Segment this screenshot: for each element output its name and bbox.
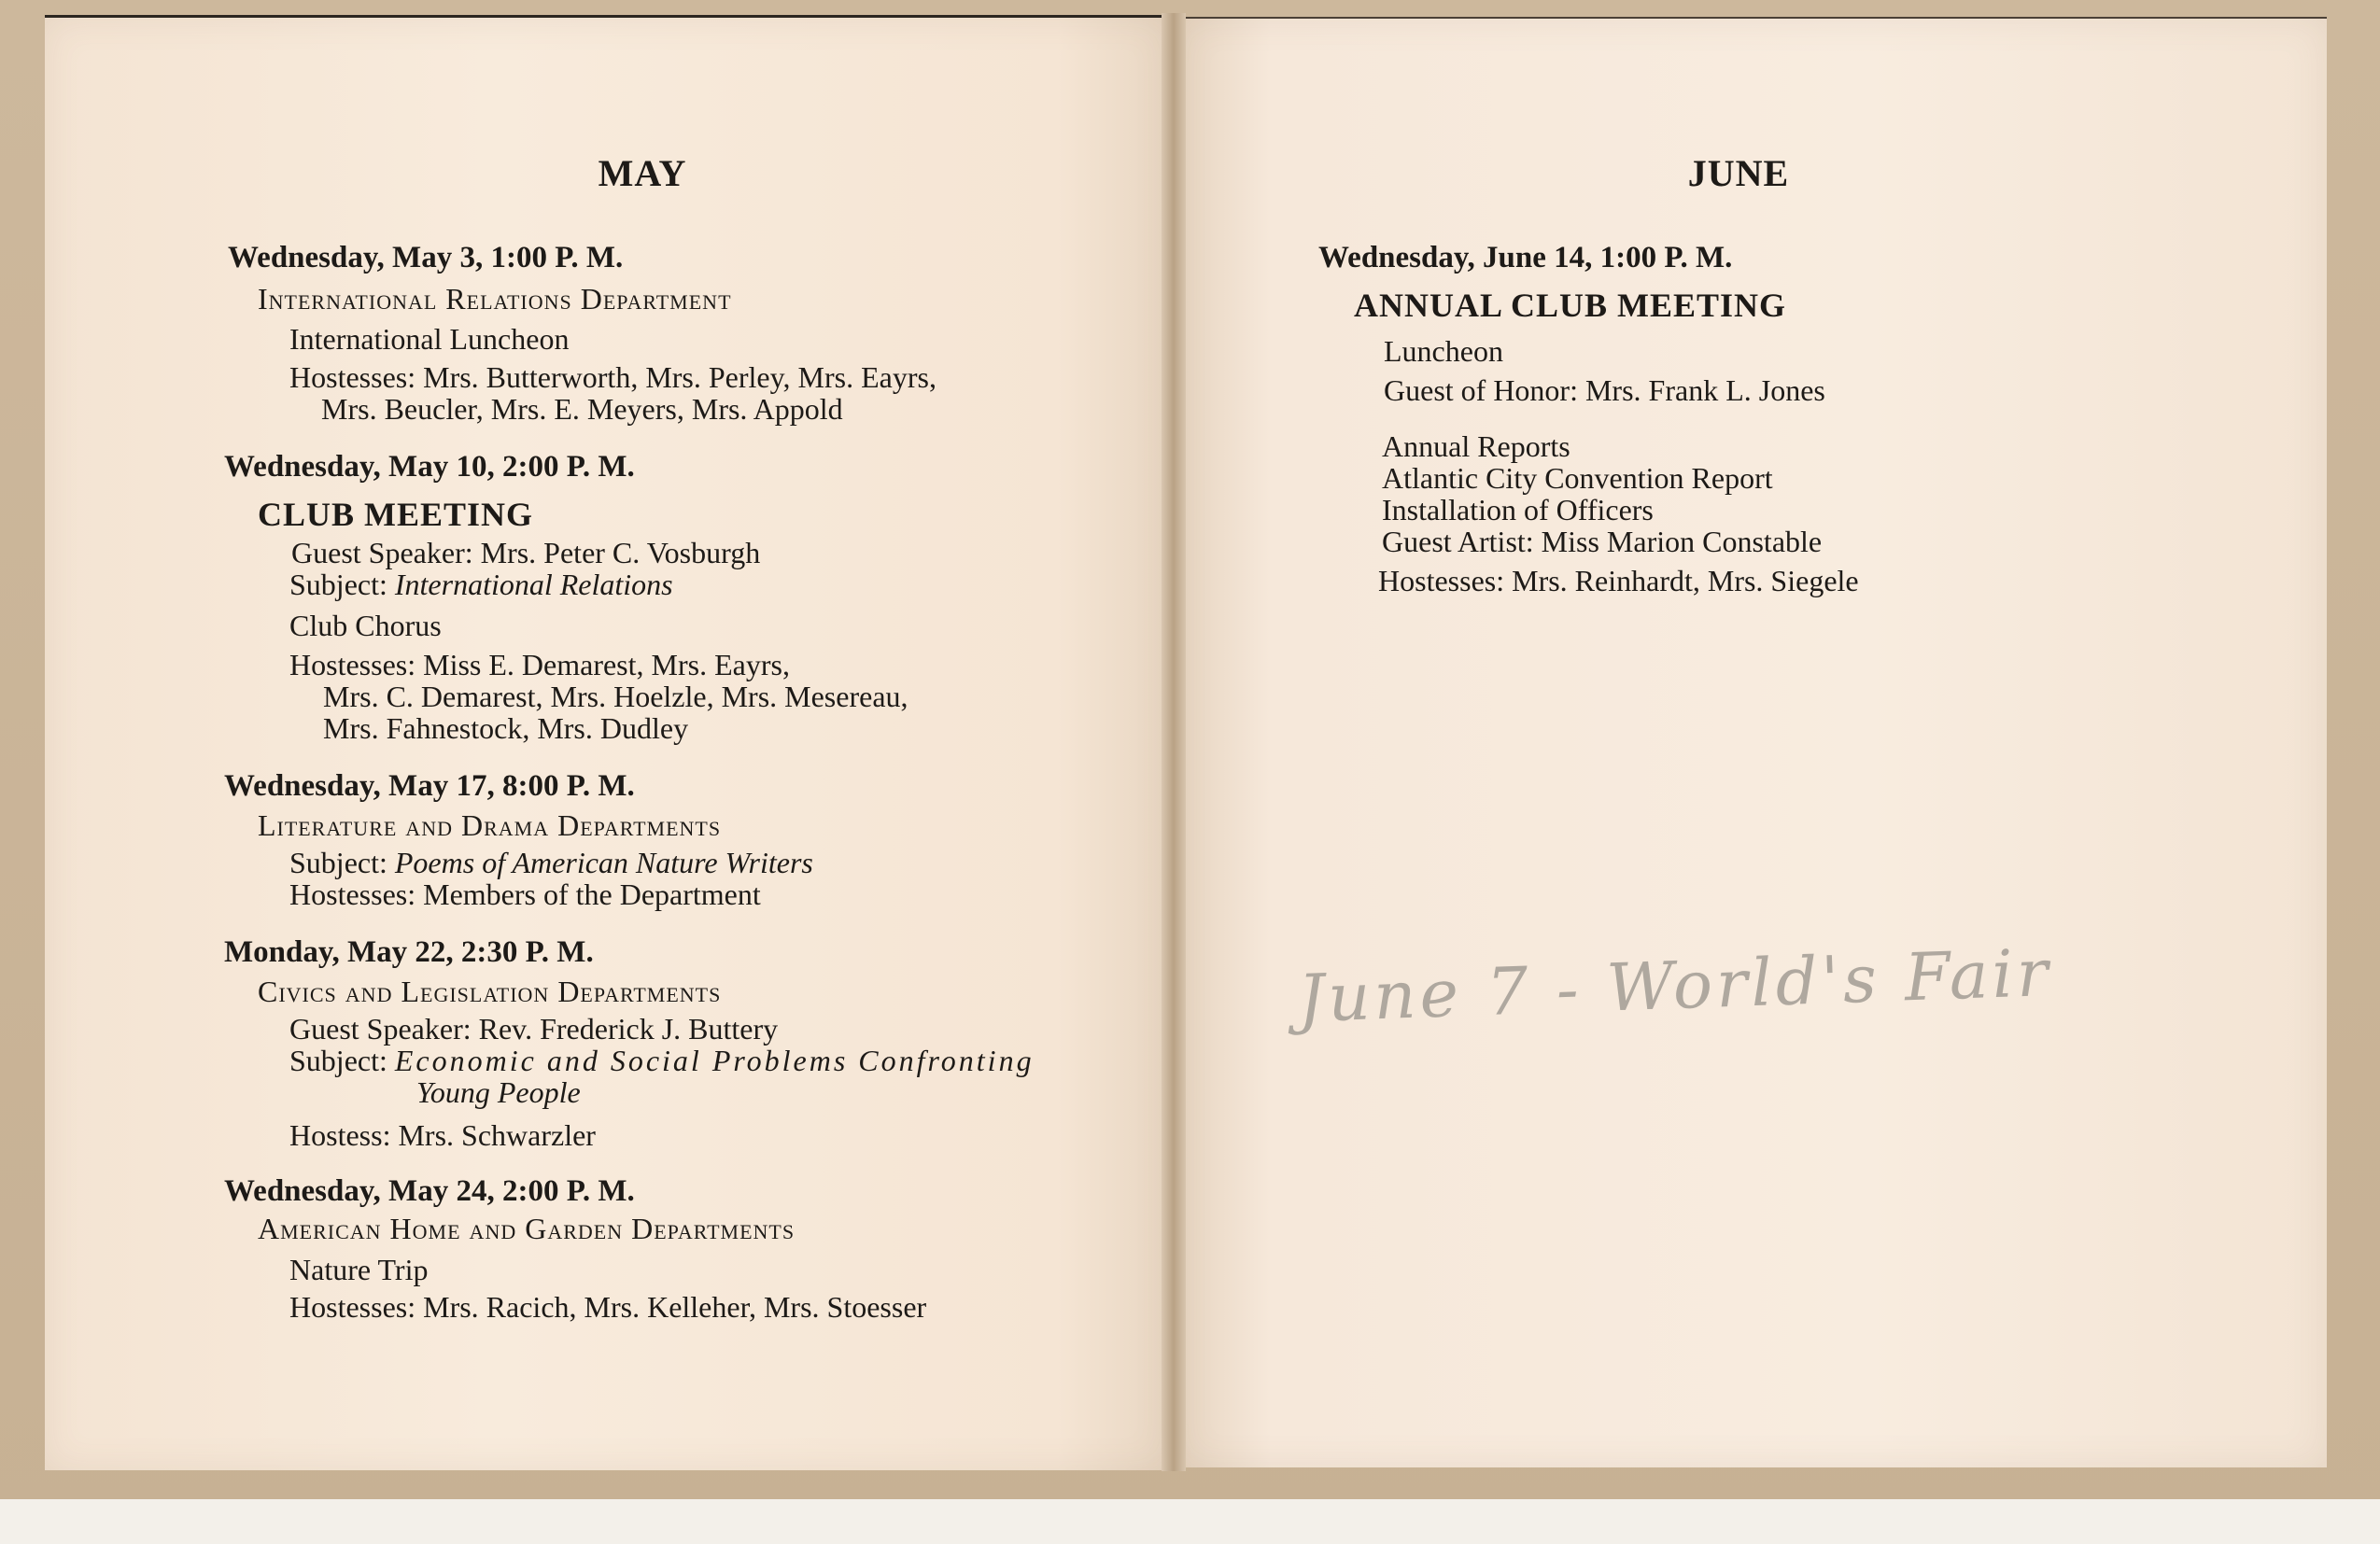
event-hostesses: Hostesses: Mrs. Butterworth, Mrs. Perley, Mrs. Eayrs, <box>289 360 937 394</box>
event-department: American Home and Garden Departments <box>258 1212 796 1245</box>
event-date: Wednesday, May 10, 2:00 P. M. <box>224 450 635 484</box>
event-subject <box>289 846 813 880</box>
event-hostesses: Hostesses: Miss E. Demarest, Mrs. Eayrs, <box>289 648 790 681</box>
may-heading: MAY <box>598 152 687 194</box>
event-department: International Relations Department <box>258 282 732 316</box>
event-hostesses-cont: Mrs. C. Demarest, Mrs. Hoelzle, Mrs. Mesereau, <box>323 680 908 713</box>
event-department: Literature and Drama Departments <box>258 808 722 842</box>
event-subject <box>289 568 673 602</box>
event-hostesses-cont: Mrs. Fahnestock, Mrs. Dudley <box>323 711 689 745</box>
subject-text: Economic and Social Problems Confronting <box>394 1044 1035 1077</box>
book-gutter <box>1162 13 1186 1471</box>
handwritten-pencil-note: June 7 - World's Fair <box>1296 933 2053 1038</box>
event-hostess: Hostess: Mrs. Schwarzler <box>289 1118 596 1152</box>
subject-label: Subject: <box>289 1044 387 1077</box>
subject-text: International Relations <box>394 568 673 601</box>
event-meeting-title: ANNUAL CLUB MEETING <box>1354 287 1787 324</box>
event-date: Monday, May 22, 2:30 P. M. <box>224 935 594 969</box>
subject-label: Subject: <box>289 846 387 879</box>
event-hostesses-cont: Mrs. Beucler, Mrs. E. Meyers, Mrs. Appold <box>321 392 843 426</box>
event-detail: Luncheon <box>1384 334 1503 368</box>
event-detail: Club Chorus <box>289 609 442 642</box>
event-guest-of-honor: Guest of Honor: Mrs. Frank L. Jones <box>1384 373 1825 407</box>
event-date: Wednesday, May 24, 2:00 P. M. <box>224 1174 635 1208</box>
event-detail: Nature Trip <box>289 1253 429 1286</box>
event-hostesses: Hostesses: Mrs. Racich, Mrs. Kelleher, Mrs. Stoesser <box>289 1290 927 1324</box>
event-hostesses: Hostesses: Mrs. Reinhardt, Mrs. Siegele <box>1378 564 1859 597</box>
event-speaker: Guest Speaker: Mrs. Peter C. Vosburgh <box>291 536 761 569</box>
event-hostesses: Hostesses: Members of the Department <box>289 877 761 911</box>
event-guest-artist: Guest Artist: Miss Marion Constable <box>1382 525 1823 558</box>
event-date: Wednesday, June 14, 1:00 P. M. <box>1318 241 1733 274</box>
event-department: Civics and Legislation Departments <box>258 975 722 1008</box>
event-detail: International Luncheon <box>289 322 570 356</box>
event-speaker: Guest Speaker: Rev. Frederick J. Buttery <box>289 1012 779 1046</box>
event-meeting-title: CLUB MEETING <box>258 496 534 533</box>
background-strip <box>0 1499 2380 1544</box>
event-date: Wednesday, May 3, 1:00 P. M. <box>228 241 624 274</box>
subject-label: Subject: <box>289 568 387 601</box>
event-date: Wednesday, May 17, 8:00 P. M. <box>224 769 635 803</box>
event-detail: Atlantic City Convention Report <box>1382 461 1773 495</box>
june-heading: JUNE <box>1687 152 1790 194</box>
right-page-june <box>1178 17 2327 1467</box>
event-detail: Installation of Officers <box>1382 493 1654 526</box>
event-detail: Annual Reports <box>1382 429 1570 463</box>
subject-text-cont: Young People <box>416 1075 581 1109</box>
event-subject <box>289 1044 1035 1078</box>
subject-text: Poems of American Nature Writers <box>394 846 813 879</box>
